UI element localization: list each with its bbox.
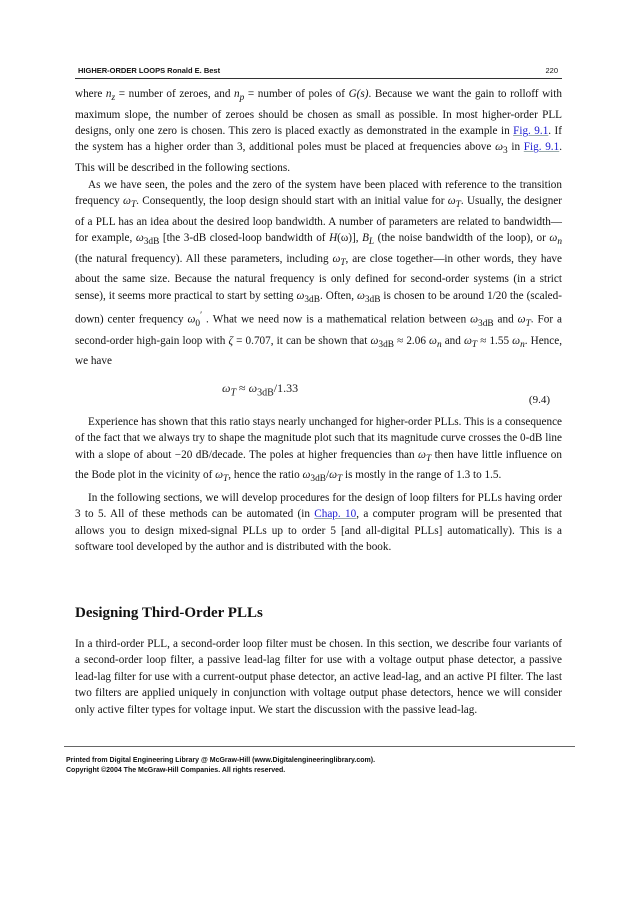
paragraph-5: In a third-order PLL, a second-order loop filter must be chosen. In this section, we describe four variants of a second-order loop filter, a passive lead-lag filter for use with a voltage output phase detector, a passive lead-lag filter for use with a current-output phase detector, an active lead-lag, and an active PI filter. The last two filters are applied uniquely in conjunction with voltage output phase detectors, hence we will consider only active filter types for voltage input. We start the discussion with the passive lead-lag. <box>75 638 562 716</box>
section-text <box>75 636 562 718</box>
figure-link[interactable]: Fig. 9.1 <box>523 141 560 154</box>
header-rule <box>75 78 562 79</box>
paragraph-2: As we have seen, the poles and the zero of the system have been placed with reference to the transition frequency $\omega_T$. Consequently, the loop design should start with an initial value for $\omega_T$. Usually, the designer of a PLL has an idea about the desired loop bandwidth. A number of parameters are related to bandwidth—for example, $\omega_{3dB}$ [the 3-dB closed-loop bandwidth of H(ω)], $B_L$ (the noise bandwidth of the loop), or $\omega_n$ (the natural frequency). All these parameters, including $\omega_T$, are close together—in other words, they have about the same size. Because the natural frequency is only defined for second-order systems (in a strict sense), it seems more practical to start by setting $\omega_{3dB}$. Often, $\omega_{3dB}$ is chosen to be around 1/20 the (scaled-down) center frequency $\omega_0'$ . What we need now is a mathematical relation between $\omega_{3dB}$ and $\omega_T$. For a second-order high-gain loop with ζ = 0.707, it can be shown that $\omega_{3dB} \approx 2.06$ $\omega_n$ and $\omega_T \approx 1.55$ $\omega_n$. Hence, we have <box>75 178 563 368</box>
page-number: 220 <box>545 66 558 75</box>
equation-9-4 <box>75 376 562 410</box>
paragraph-3: Experience has shown that this ratio stays nearly unchanged for higher-order PLLs. This is a consequence of the fact that we always try to shape the magnitude plot such that its magnitude curve crosses the 0-dB line with a slope of about −20 dB/decade. The poles at higher frequencies than $\omega_T$ then have little influence on the Bode plot in the vicinity of $\omega_T$, hence the ratio $\omega_{3dB}/\omega_T$ is mostly in the range of 1.3 to 1.5. <box>75 415 562 485</box>
section-title: Designing Third-Order PLLs <box>75 605 263 621</box>
equation-number: (9.4) <box>528 393 550 406</box>
footer <box>66 756 375 776</box>
footer-rule <box>64 746 575 747</box>
footer-line-1: Printed from Digital Engineering Library @ McGraw-Hill (www.Digitalengineeringlibrary.com). <box>66 757 376 764</box>
running-title: HIGHER-ORDER LOOPS Ronald E. Best <box>78 66 221 75</box>
paragraph-4: In the following sections, we will develop procedures for the design of loop filters for PLLs having order 3 to 5. All of these methods can be automated (in Chap. 10, a computer program will be presented that allows you to design mixed-signal PLLs up to order 5 [and all-digital PLLs] automatically). This is a software tool developed by the author and is distributed with the book. <box>75 491 562 554</box>
figure-link[interactable]: Fig. 9.1 <box>513 125 549 138</box>
paragraph-1: where $n_z$ = number of zeroes, and $n_p$ = number of poles of G(s). Because we want the gain to rolloff with maximum slope, the number of zeroes should be chosen as small as possible. In most higher-order PLL designs, only one zero is chosen. This zero is placed exactly as demonstrated in the example in Fig. 9.1. If the system has a higher order than 3, additional poles must be placed at frequencies above $\omega_3$ in Fig. 9.1. This will be described in the following sections. <box>75 88 562 175</box>
running-header <box>78 66 558 75</box>
main-text <box>75 86 562 555</box>
footer-line-2: Copyright ©2004 The McGraw-Hill Companies. All rights reserved. <box>66 767 286 774</box>
equation-body: $\omega_T \approx \omega_{3dB}/1.33$ <box>222 380 299 399</box>
chapter-link[interactable]: Chap. 10 <box>314 508 357 521</box>
